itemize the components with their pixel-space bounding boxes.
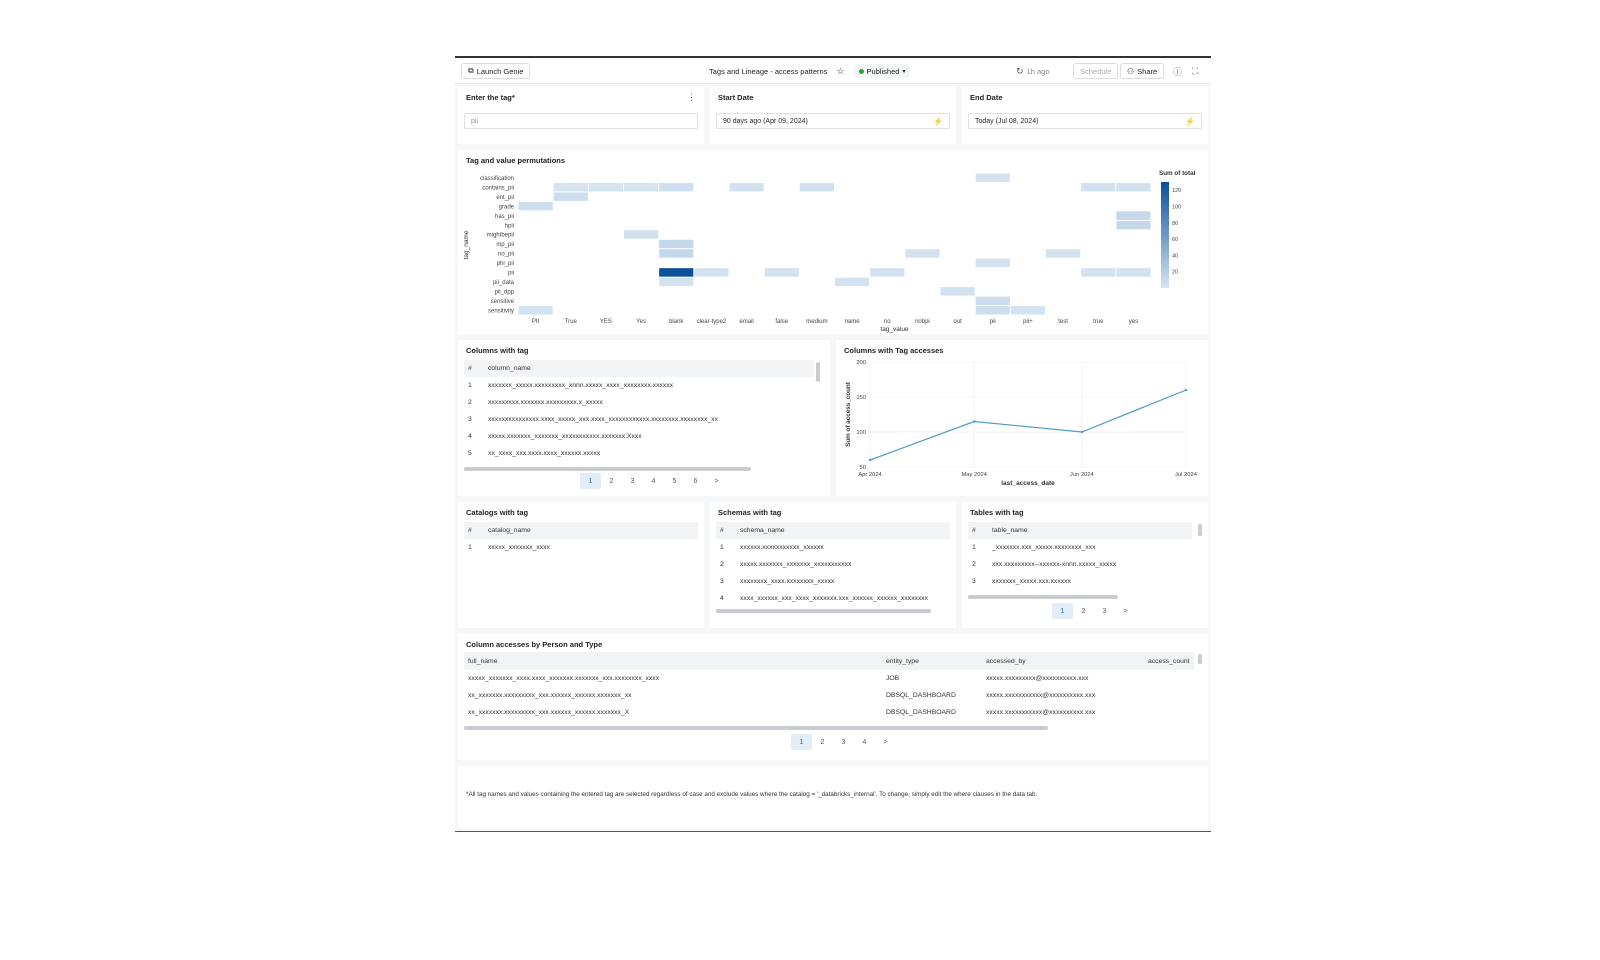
start-date-panel bbox=[710, 87, 956, 144]
legend-tick-label: 20 bbox=[1172, 269, 1179, 276]
legend-gradient bbox=[1161, 182, 1169, 288]
published-dot-icon bbox=[859, 69, 864, 74]
data-point[interactable] bbox=[869, 459, 871, 461]
tag-input[interactable] bbox=[464, 113, 698, 129]
heatmap-cell[interactable] bbox=[976, 259, 1010, 267]
table-row[interactable] bbox=[716, 590, 950, 607]
heatmap-cell[interactable] bbox=[1011, 306, 1045, 314]
heatmap-panel bbox=[458, 150, 1208, 334]
fullscreen-icon[interactable]: ⛶ bbox=[1192, 65, 1199, 76]
line-chart bbox=[836, 340, 1208, 496]
pagination bbox=[791, 734, 896, 750]
accesses-table bbox=[464, 652, 1194, 721]
data-point[interactable] bbox=[1185, 389, 1187, 391]
cell-full-name: xxxxx_xxxxxxx_xxxx.xxxx_xxxxxxx.xxxxxxx_xxx.xxxxxxxx_xxxx bbox=[468, 675, 660, 682]
heatmap-cell[interactable] bbox=[976, 174, 1010, 182]
heatmap-cell[interactable] bbox=[659, 249, 693, 257]
heatmap-cell[interactable] bbox=[659, 268, 693, 276]
cell-entity-type: JOB bbox=[886, 675, 900, 682]
heatmap-cell[interactable] bbox=[976, 297, 1010, 305]
cell-value: xxxxx.xxxxxxx_xxxxxxx_xxxxxxxxxxx.xxxxxxx.Xxxx bbox=[488, 433, 642, 440]
star-icon[interactable]: ☆ bbox=[836, 65, 845, 76]
data-point[interactable] bbox=[1081, 431, 1083, 433]
legend-tick-label: 120 bbox=[1172, 188, 1182, 195]
dynamic-date-icon: ⚡ bbox=[933, 116, 943, 126]
table-row[interactable] bbox=[464, 445, 814, 462]
schedule-button[interactable] bbox=[1073, 63, 1118, 79]
column-header-entity-type[interactable]: entity_type bbox=[886, 657, 919, 665]
info-icon[interactable]: ⓘ bbox=[1173, 66, 1183, 77]
launch-genie-button[interactable] bbox=[461, 63, 530, 79]
row-number-header: # bbox=[720, 527, 724, 534]
accesses-table-wrap bbox=[464, 652, 1194, 721]
vertical-scrollbar[interactable] bbox=[816, 362, 820, 382]
accesses-panel bbox=[458, 634, 1208, 760]
cell-value: xxxx_xxxxxx_xxx_xxxx_xxxxxxx.xxx_xxxxxx_xxxxxx_xxxxxxxx bbox=[740, 595, 929, 602]
x-tick-label: test bbox=[1058, 319, 1068, 325]
footnote-panel bbox=[458, 766, 1208, 828]
start-date-label: Start Date bbox=[718, 93, 754, 102]
y-tick-label: mightbepii bbox=[486, 232, 514, 239]
x-tick-label: yes bbox=[1128, 319, 1139, 325]
heatmap-chart bbox=[458, 150, 1208, 334]
row-number-header: # bbox=[972, 527, 976, 534]
page-button[interactable]: 4 bbox=[862, 738, 867, 746]
footnote-text: *All tag names and values containing the entered tag are selected regardless of case and exclude values where the catalog = '_databricks_internal'. To change, simply edit the where clauses in the data tab. bbox=[466, 791, 1038, 798]
kebab-menu-icon[interactable]: ⋮ bbox=[687, 92, 696, 102]
row-number: 2 bbox=[972, 561, 976, 568]
schemas-title: Schemas with tag bbox=[718, 508, 782, 517]
table-row[interactable] bbox=[464, 428, 814, 445]
series-line[interactable] bbox=[870, 390, 1186, 460]
heatmap-cell[interactable] bbox=[1046, 249, 1080, 257]
x-tick-label: nobpi bbox=[915, 319, 930, 325]
heatmap-cell[interactable] bbox=[1116, 183, 1150, 191]
page-button[interactable]: 3 bbox=[1102, 607, 1107, 615]
heatmap-cell[interactable] bbox=[941, 287, 975, 295]
page-button[interactable]: 1 bbox=[580, 473, 601, 489]
tables-table bbox=[968, 522, 1192, 590]
x-tick-label: Jun 2024 bbox=[1069, 472, 1094, 478]
table-row[interactable] bbox=[716, 573, 950, 590]
share-button[interactable] bbox=[1120, 63, 1164, 79]
end-date-value: Today (Jul 08, 2024) bbox=[975, 117, 1039, 125]
columns-with-tag-title: Columns with tag bbox=[466, 346, 529, 355]
y-tick-label: pii_data bbox=[492, 280, 514, 287]
cell-value: xxxxxx.xxxxxxxxxxx_xxxxxx bbox=[740, 544, 824, 551]
line-chart-title: Columns with Tag accesses bbox=[844, 346, 944, 355]
dashboard-title: Tags and Lineage - access patterns bbox=[709, 66, 828, 76]
x-axis-label: tag_value bbox=[880, 326, 909, 333]
heatmap-cell[interactable] bbox=[835, 278, 869, 286]
table-header-row bbox=[464, 522, 698, 539]
tag-filter-label: Enter the tag* bbox=[466, 93, 515, 102]
cell-accessed-by: xxxxx.xxxxxxxxxxx@xxxxxxxxxx.xxx bbox=[986, 709, 1096, 716]
row-number: 4 bbox=[720, 595, 724, 602]
page-button[interactable]: 6 bbox=[693, 477, 698, 485]
dashboard-title-group bbox=[709, 63, 910, 79]
column-name-header[interactable]: column_name bbox=[488, 365, 531, 372]
horizontal-scrollbar[interactable] bbox=[464, 467, 751, 471]
table-name-header[interactable]: table_name bbox=[992, 527, 1028, 534]
cell-accessed-by: xxxxx.xxxxxxxxx@xxxxxxxxxx.xxx bbox=[986, 675, 1089, 682]
heatmap-cell[interactable] bbox=[519, 306, 553, 314]
table-header-row bbox=[968, 522, 1192, 539]
data-point[interactable] bbox=[973, 420, 975, 422]
x-tick-label: name bbox=[844, 319, 860, 325]
vertical-scrollbar[interactable] bbox=[1198, 654, 1202, 664]
schema-name-header[interactable]: schema_name bbox=[740, 527, 785, 534]
row-number: 1 bbox=[468, 544, 472, 551]
cell-value: xxxxxxxx_xxxx.xxxxxxxx_xxxxx bbox=[740, 578, 835, 585]
cell-value: _xxxxxxx.xxx_xxxxx.xxxxxxxx_xxx bbox=[992, 544, 1096, 551]
cell-access-count bbox=[1144, 687, 1194, 704]
heatmap-cell[interactable] bbox=[730, 183, 764, 191]
cell-value: xx_xxxx_xxx.xxxx.xxxx_xxxxxx.xxxxx bbox=[488, 450, 601, 457]
row-number: 1 bbox=[972, 544, 976, 551]
heatmap-cell[interactable] bbox=[624, 183, 658, 191]
vertical-scrollbar[interactable] bbox=[1198, 524, 1202, 536]
y-tick-label: pii bbox=[507, 270, 514, 277]
end-date-label: End Date bbox=[970, 93, 1003, 102]
table-row[interactable] bbox=[716, 556, 950, 573]
row-number: 3 bbox=[468, 416, 472, 423]
column-header-full-name[interactable]: full_name bbox=[468, 657, 498, 665]
y-tick-label: pii_dpp bbox=[494, 289, 514, 296]
legend-title: Sum of total bbox=[1159, 170, 1196, 177]
y-axis-label: Sum of access_count bbox=[845, 382, 852, 447]
catalogs-title: Catalogs with tag bbox=[466, 508, 529, 517]
y-tick-label: 200 bbox=[856, 360, 866, 366]
y-tick-label: classification bbox=[479, 175, 514, 182]
heatmap-title: Tag and value permutations bbox=[466, 156, 566, 165]
y-tick-label: no_pii bbox=[497, 251, 514, 258]
launch-genie-label: Launch Genie bbox=[476, 66, 524, 76]
row-number: 3 bbox=[720, 578, 724, 585]
x-tick-label: Apr 2024 bbox=[858, 472, 882, 478]
table-row[interactable] bbox=[464, 394, 814, 411]
row-number-header: # bbox=[468, 365, 472, 372]
table-row[interactable] bbox=[968, 556, 1192, 573]
heatmap-cell[interactable] bbox=[659, 240, 693, 248]
share-label: Share bbox=[1137, 66, 1158, 76]
y-tick-label: grade bbox=[498, 204, 514, 211]
table-header-row bbox=[464, 652, 1194, 670]
share-people-icon: ⚇ bbox=[1127, 66, 1135, 76]
y-tick-label: 100 bbox=[856, 430, 866, 436]
dynamic-date-icon: ⚡ bbox=[1185, 116, 1195, 126]
heatmap-cell[interactable] bbox=[554, 183, 588, 191]
legend-tick-label: 80 bbox=[1172, 220, 1179, 227]
table-header-row bbox=[716, 522, 950, 539]
x-tick-label: pii bbox=[989, 319, 996, 325]
table-row[interactable] bbox=[464, 377, 814, 394]
start-date-picker[interactable] bbox=[716, 113, 950, 129]
x-tick-label: pii+ bbox=[1023, 319, 1033, 325]
y-tick-label: 150 bbox=[856, 395, 866, 401]
heatmap-cell[interactable] bbox=[976, 306, 1010, 314]
columns-with-tag-panel bbox=[458, 340, 830, 496]
y-tick-label: sensitive bbox=[490, 299, 514, 305]
cell-value: xxxxx.xxxxxxx_xxxxxxx_xxxxxxxxxxx bbox=[740, 561, 852, 568]
schemas-panel bbox=[710, 502, 956, 628]
accesses-title: Column accesses by Person and Type bbox=[466, 640, 603, 649]
x-tick-label: out bbox=[953, 319, 962, 325]
table-row[interactable] bbox=[464, 670, 1194, 687]
page-button[interactable]: 2 bbox=[820, 738, 825, 746]
table-row[interactable] bbox=[464, 539, 698, 556]
pagination bbox=[1052, 603, 1136, 619]
heatmap-cell[interactable] bbox=[765, 268, 799, 276]
y-tick-label: ent_pii bbox=[496, 194, 514, 201]
row-number: 5 bbox=[468, 450, 472, 457]
dashboard-frame bbox=[455, 56, 1211, 832]
heatmap-cell[interactable] bbox=[554, 192, 588, 200]
x-tick-label: True bbox=[564, 319, 577, 325]
heatmap-cell[interactable] bbox=[659, 183, 693, 191]
legend-tick-label: 60 bbox=[1172, 237, 1179, 244]
cell-entity-type: DBSQL_DASHBOARD bbox=[886, 709, 956, 716]
row-number: 1 bbox=[720, 544, 724, 551]
end-date-picker[interactable] bbox=[968, 113, 1202, 129]
x-axis-label: last_access_date bbox=[1001, 480, 1055, 487]
heatmap-cell[interactable] bbox=[1081, 183, 1115, 191]
tables-title: Tables with tag bbox=[970, 508, 1024, 517]
x-tick-label: false bbox=[775, 319, 789, 325]
heatmap-cell[interactable] bbox=[519, 202, 553, 210]
row-number: 3 bbox=[972, 578, 976, 585]
page-button[interactable]: 3 bbox=[630, 477, 635, 485]
pagination bbox=[580, 473, 727, 489]
page-button[interactable]: 5 bbox=[672, 477, 677, 485]
chevron-down-icon: ▾ bbox=[902, 68, 906, 75]
page-button[interactable]: 4 bbox=[651, 477, 656, 485]
x-tick-label: PII bbox=[531, 319, 540, 325]
table-row[interactable] bbox=[464, 704, 1194, 721]
cell-value: xxxxxxxxx.xxxxxxx.xxxxxxxxx.x_xxxxx bbox=[488, 399, 603, 406]
next-page-button[interactable]: > bbox=[1123, 607, 1128, 615]
y-tick-label: sensitivity bbox=[487, 308, 514, 315]
schedule-label: Schedule bbox=[1080, 66, 1112, 76]
table-row[interactable] bbox=[464, 411, 814, 428]
cell-full-name: xx_xxxxxxx.xxxxxxxxx_xxx.xxxxxx_xxxxxx.xxxxxxx_X bbox=[468, 709, 630, 716]
horizontal-scrollbar[interactable] bbox=[968, 595, 1118, 599]
y-tick-label: contains_pii bbox=[482, 185, 514, 192]
top-bar bbox=[455, 58, 1211, 84]
horizontal-scrollbar[interactable] bbox=[716, 609, 931, 613]
y-tick-label: has_pii bbox=[494, 213, 514, 220]
cell-value: xxx.xxxxxxxxx--xxxxxx-xnnn.xxxxx_xxxxx bbox=[992, 561, 1117, 568]
column-header-accessed-by[interactable]: accessed_by bbox=[986, 657, 1026, 665]
page-button[interactable]: 2 bbox=[609, 477, 614, 485]
row-number: 4 bbox=[468, 433, 472, 440]
table-header-row bbox=[464, 360, 814, 377]
catalogs-panel bbox=[458, 502, 704, 628]
x-tick-label: true bbox=[1093, 319, 1104, 325]
heatmap-cell[interactable] bbox=[905, 249, 939, 257]
heatmap-cell[interactable] bbox=[1116, 211, 1150, 219]
table-row[interactable] bbox=[968, 573, 1192, 590]
cell-value: xxxxxxx_xxxxx.xxxxxxxxx_xnnn.xxxxx_xxxx_xxxxxxxx.xxxxxx bbox=[488, 382, 674, 389]
x-tick-label: Jul 2024 bbox=[1175, 472, 1197, 478]
heatmap-cell[interactable] bbox=[1081, 268, 1115, 276]
y-axis-label: tag_name bbox=[463, 230, 470, 260]
heatmap-cell[interactable] bbox=[624, 230, 658, 238]
cell-access-count bbox=[1144, 670, 1194, 687]
start-date-value: 90 days ago (Apr 09, 2024) bbox=[723, 117, 808, 125]
cell-entity-type: DBSQL_DASHBOARD bbox=[886, 692, 956, 699]
heatmap-cell[interactable] bbox=[870, 268, 904, 276]
columns-table bbox=[464, 360, 814, 462]
published-label: Published bbox=[866, 66, 900, 76]
cell-value: xxxxxxxxxxxxxxx.xxxx_xxxxx_xxx.xxxx_xxxxxxxxxxxx.xxxxxxxx.xxxxxxxx_xx bbox=[488, 416, 718, 423]
heatmap-cell[interactable] bbox=[800, 183, 834, 191]
row-number: 2 bbox=[720, 561, 724, 568]
cell-full-name: xx_xxxxxxx.xxxxxxxxx_xxx.xxxxxx_xxxxxx.xxxxxxx_xx bbox=[468, 692, 632, 699]
catalogs-table bbox=[464, 522, 698, 556]
x-tick-label: May 2024 bbox=[961, 472, 987, 478]
legend-tick-label: 100 bbox=[1172, 204, 1182, 211]
cell-accessed-by: xxxxx.xxxxxxxxxxx@xxxxxxxxxx.xxx bbox=[986, 692, 1096, 699]
tables-panel bbox=[962, 502, 1208, 628]
tag-filter-panel bbox=[458, 87, 704, 144]
x-tick-label: clear-type2 bbox=[696, 319, 727, 325]
line-chart-panel bbox=[836, 340, 1208, 496]
heatmap-cell[interactable] bbox=[589, 183, 623, 191]
refresh-time: 1h ago bbox=[1026, 66, 1050, 76]
page-button[interactable]: 1 bbox=[1052, 603, 1073, 619]
table-row[interactable] bbox=[968, 539, 1192, 556]
row-number-header: # bbox=[468, 527, 472, 534]
published-status[interactable] bbox=[854, 64, 911, 78]
refresh-icon: ↻ bbox=[1016, 65, 1024, 76]
table-row[interactable] bbox=[716, 539, 950, 556]
y-tick-label: 50 bbox=[859, 465, 866, 471]
page-button[interactable]: 2 bbox=[1081, 607, 1086, 615]
tag-input-value: pii bbox=[471, 117, 479, 125]
schemas-table-wrap bbox=[716, 522, 950, 607]
heatmap-cell[interactable] bbox=[694, 268, 728, 276]
y-tick-label: hpii bbox=[504, 223, 514, 230]
genie-icon: ⧉ bbox=[468, 66, 474, 75]
column-header-access-count[interactable]: access_count bbox=[1148, 657, 1190, 665]
refresh-button[interactable] bbox=[1016, 63, 1050, 79]
x-tick-label: Yes bbox=[636, 319, 646, 325]
y-tick-label: phi_pii bbox=[496, 261, 514, 268]
heatmap-cell[interactable] bbox=[1116, 268, 1150, 276]
cell-value: xxxxxxx_xxxxx.xxx.xxxxxx bbox=[992, 578, 1071, 585]
row-number: 2 bbox=[468, 399, 472, 406]
cell-value: xxxxx_xxxxxxx_xxxx bbox=[488, 544, 550, 551]
end-date-panel bbox=[962, 87, 1208, 144]
page-button[interactable]: 3 bbox=[841, 738, 846, 746]
cell-access-count bbox=[1144, 704, 1194, 721]
row-number: 1 bbox=[468, 382, 472, 389]
heatmap-cell[interactable] bbox=[1116, 221, 1150, 229]
page-button[interactable]: 1 bbox=[791, 734, 812, 750]
x-tick-label: YES bbox=[599, 319, 612, 325]
catalog-name-header[interactable]: catalog_name bbox=[488, 527, 531, 534]
horizontal-scrollbar[interactable] bbox=[464, 726, 1048, 730]
x-tick-label: no bbox=[883, 319, 891, 325]
next-page-button[interactable]: > bbox=[883, 738, 888, 746]
next-page-button[interactable]: > bbox=[714, 477, 719, 485]
x-tick-label: blank bbox=[669, 319, 684, 325]
x-tick-label: email bbox=[739, 319, 754, 325]
heatmap-cell[interactable] bbox=[659, 278, 693, 286]
schemas-table bbox=[716, 522, 950, 607]
x-tick-label: medium bbox=[806, 319, 828, 325]
legend-tick-label: 40 bbox=[1172, 253, 1179, 260]
y-tick-label: mp_pii bbox=[496, 242, 514, 249]
table-row[interactable] bbox=[464, 687, 1194, 704]
